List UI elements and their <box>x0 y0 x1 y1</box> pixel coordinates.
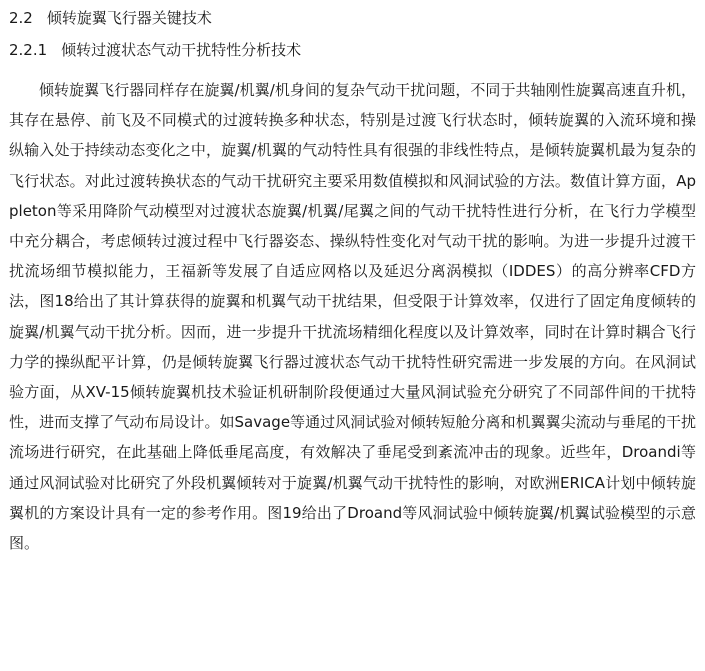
body-paragraph: 倾转旋翼飞行器同样存在旋翼/机翼/机身间的复杂气动干扰问题，不同于共轴刚性旋翼高速直升机，其存在悬停、前飞及不同模式的过渡转换多种状态，特别是过渡飞行状态时，倾转旋翼的入流环境和操纵输入处于持续动态变化之中，旋翼/机翼的气动特性具有很强的非线性特点，是倾转旋翼机最为复杂的飞行状态。对此过渡转换状态的气动干扰研究主要采用数值模拟和风洞试验的方法。数值计算方面，Appleton等采用降阶气动模型对过渡状态旋翼/机翼/尾翼之间的气动干扰特性进行分析，在飞行力学模型中充分耦合，考虑倾转过渡过程中飞行器姿态、操纵特性变化对气动干扰的影响。为进一步提升过渡干扰流场细节模拟能力，王福新等发展了自适应网格以及延迟分离涡模拟（IDDES）的高分辨率CFD方法，图18给出了其计算获得的旋翼和机翼气动干扰结果，但受限于计算效率，仅进行了固定角度倾转的旋翼/机翼气动干扰分析。因而，进一步提升干扰流场精细化程度以及计算效率，同时在计算时耦合飞行力学的操纵配平计算，仍是倾转旋翼飞行器过渡状态气动干扰特性研究需进一步发展的方向。在风洞试验方面，从XV-15倾转旋翼机技术验证机研制阶段便通过大量风洞试验充分研究了不同部件间的干扰特性，进而支撑了气动布局设计。如Savage等通过风洞试验对倾转短舱分离和机翼翼尖流动与垂尾的干扰流场进行研究，在此基础上降低垂尾高度，有效解决了垂尾受到紊流冲击的现象。近些年，Droandi等通过风洞试验对比研究了外段机翼倾转对于旋翼/机翼气动干扰特性的影响，对欧洲ERICA计划中倾转旋翼机的方案设计具有一定的参考作用。图19给出了Droand等风洞试验中倾转旋翼/机翼试验模型的示意图。 <box>9 81 696 553</box>
subsection-title: 倾转过渡状态气动干扰特性分析技术 <box>61 41 302 59</box>
section-number: 2.2 <box>9 9 33 27</box>
section-heading <box>9 6 696 30</box>
subsection-number: 2.2.1 <box>9 41 48 59</box>
subsection-heading <box>9 38 696 62</box>
section-title: 倾转旋翼飞行器关键技术 <box>46 9 212 27</box>
